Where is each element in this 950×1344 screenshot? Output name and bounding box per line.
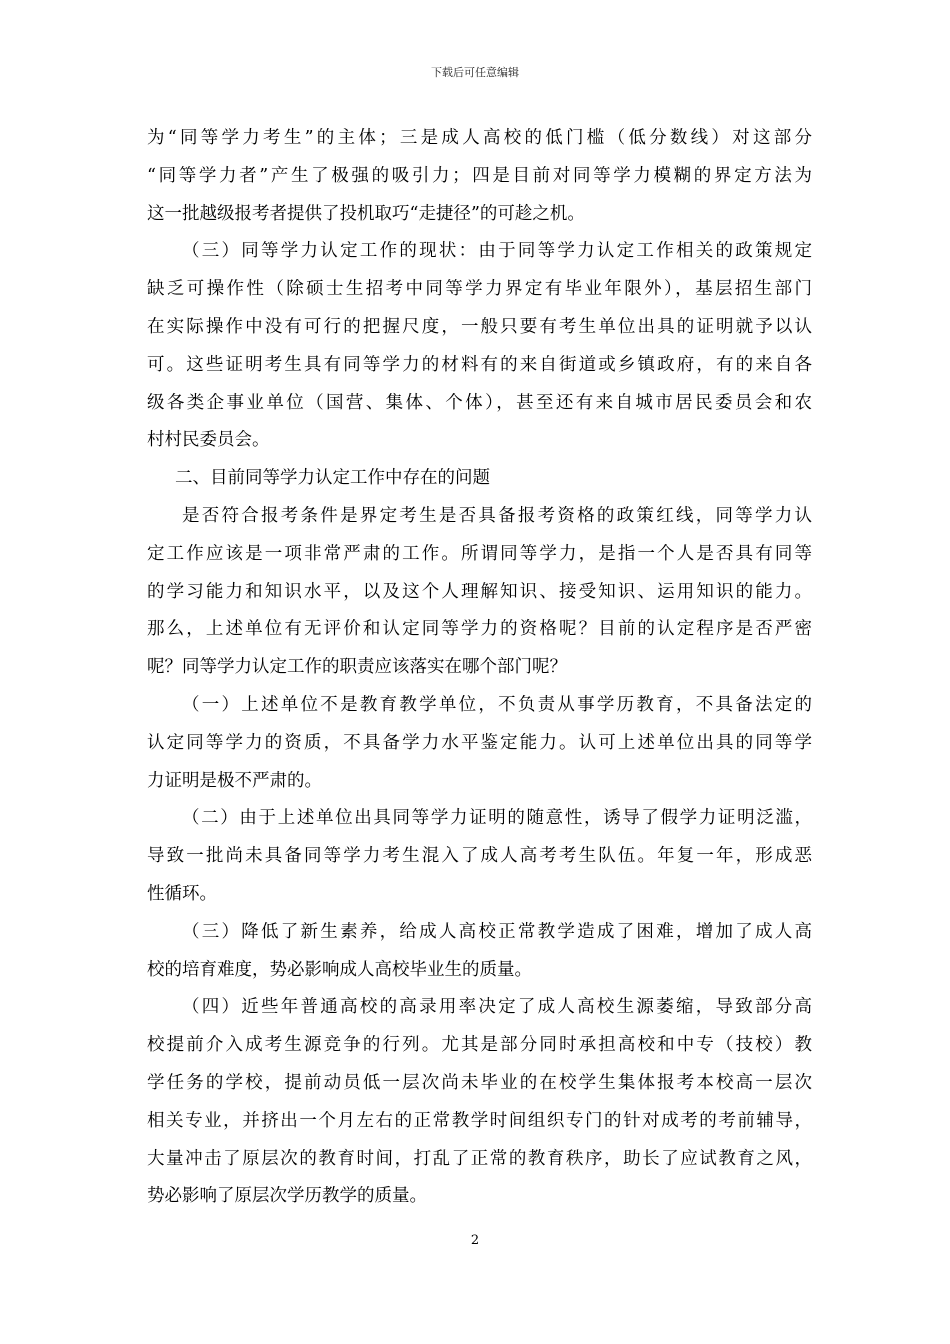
- text-line: 那么，上述单位有无评价和认定同等学力的资格呢？目前的认定程序是否严密: [147, 619, 812, 640]
- text-line: 定工作应该是一项非常严肃的工作。所谓同等学力，是指一个人是否具有同等: [147, 543, 812, 564]
- text-line: （二）由于上述单位出具同等学力证明的随意性，诱导了假学力证明泛滥，: [182, 808, 812, 829]
- page-header: 下载后可任意编辑: [431, 66, 519, 79]
- text-line: 导致一批尚未具备同等学力考生混入了成人高考考生队伍。年复一年，形成恶: [147, 846, 812, 867]
- text-line: 呢？同等学力认定工作的职责应该落实在哪个部门呢？: [147, 657, 567, 678]
- section-heading: 二、目前同等学力认定工作中存在的问题: [175, 468, 490, 489]
- text-line: 可。这些证明考生具有同等学力的材料有的来自街道或乡镇政府，有的来自各: [147, 354, 812, 375]
- text-line: 村村民委员会。: [147, 430, 270, 451]
- text-line: （三）同等学力认定工作的现状：由于同等学力认定工作相关的政策规定: [182, 241, 812, 262]
- text-line: 势必影响了原层次学历教学的质量。: [147, 1186, 427, 1207]
- text-line: 校的培育难度，势必影响成人高校毕业生的质量。: [147, 959, 532, 980]
- page-number: 2: [470, 1233, 480, 1248]
- text-line: 在实际操作中没有可行的把握尺度，一般只要有考生单位出具的证明就予以认: [147, 316, 812, 337]
- text-line: 的学习能力和知识水平，以及这个人理解知识、接受知识、运用知识的能力。: [147, 581, 812, 602]
- text-line: “同等学力者”产生了极强的吸引力；四是目前对同等学力模糊的界定方法为: [147, 165, 812, 186]
- text-line: 校提前介入成考生源竞争的行列。尤其是部分同时承担高校和中专（技校）教: [147, 1035, 812, 1056]
- text-line: 认定同等学力的资质，不具备学力水平鉴定能力。认可上述单位出具的同等学: [147, 732, 812, 753]
- document-body: [147, 120, 812, 1216]
- text-line: 缺乏可操作性（除硕士生招考中同等学力界定有毕业年限外），基层招生部门: [147, 279, 812, 300]
- text-line: 力证明是极不严肃的。: [147, 770, 322, 791]
- text-line: 学任务的学校，提前动员低一层次尚未毕业的在校学生集体报考本校高一层次: [147, 1072, 812, 1093]
- text-line: （一）上述单位不是教育教学单位，不负责从事学历教育，不具备法定的: [182, 694, 812, 715]
- text-line: （三）降低了新生素养，给成人高校正常教学造成了困难，增加了成人高: [182, 921, 812, 942]
- text-line: 相关专业，并挤出一个月左右的正常教学时间组织专门的针对成考的考前辅导，: [147, 1110, 812, 1131]
- text-line: 大量冲击了原层次的教育时间，打乱了正常的教育秩序，助长了应试教育之风，: [147, 1148, 812, 1169]
- text-line: （四）近些年普通高校的高录用率决定了成人高校生源萎缩，导致部分高: [182, 997, 812, 1018]
- text-line: 级各类企事业单位（国营、集体、个体），甚至还有来自城市居民委员会和农: [147, 392, 812, 413]
- text-line: 是否符合报考条件是界定考生是否具备报考资格的政策红线，同等学力认: [182, 505, 812, 526]
- text-line: 这一批越级报考者提供了投机取巧“走捷径”的可趁之机。: [147, 203, 585, 224]
- text-line: 性循环。: [147, 883, 217, 904]
- text-line: 为“同等学力考生”的主体；三是成人高校的低门槛（低分数线）对这部分: [147, 128, 812, 148]
